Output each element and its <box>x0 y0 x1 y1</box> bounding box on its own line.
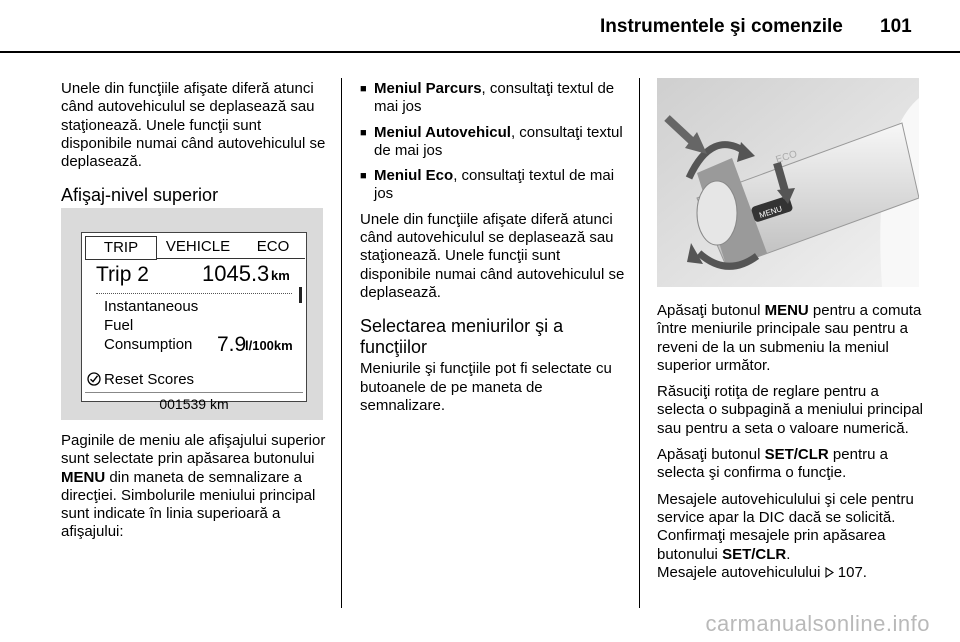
vehicle-messages-paragraph <box>657 491 925 564</box>
upper-level-display <box>81 232 307 412</box>
text-run: Mesajele autovehiculului şi cele pentru service apar la DIC dacă se solicită. Confirmaţi mesajele prin apăsarea butonului <box>657 490 914 563</box>
page-reference-arrow-icon <box>825 564 834 581</box>
odometer-separator <box>85 392 303 393</box>
column-2 <box>360 80 628 423</box>
text-run: Mesajele autovehiculului <box>657 563 825 581</box>
sub-line-instantaneous: Instantaneous <box>104 298 199 315</box>
menu-button-paragraph <box>657 302 925 375</box>
item-title: Meniul Eco <box>374 167 454 185</box>
column-3 <box>657 302 925 590</box>
vehicle-messages-reference <box>657 564 925 582</box>
check-circle-icon <box>87 372 101 390</box>
item-text: , consultaţi textul de mai jos <box>374 123 623 159</box>
item-title: Meniul Parcurs <box>374 80 482 97</box>
tab-vehicle: VEHICLE <box>165 238 231 255</box>
text-run: din maneta de semnalizare a direcţiei. Simbolurile meniului principal sunt indicate în linia superioară a afişajului: <box>61 468 316 541</box>
section-heading-select-menus: Selectarea meniurilor şi a funcţiilor <box>360 316 564 358</box>
text-run: pentru a comuta între meniurile principale sau pentru a reveni de la un submeniu la meniul superior următor. <box>657 302 922 374</box>
eco-label: ECO <box>774 148 799 166</box>
setclr-paragraph <box>657 446 925 483</box>
adjuster-wheel-paragraph: Răsuciţi rotiţa de reglare pentru a selecta o subpagină a meniului principal sau pentru a seta o valoare numerică. <box>657 383 924 437</box>
text-run: Paginile de meniu ale afişajului superior sunt selectate prin apăsarea butonului <box>61 432 326 468</box>
dotted-separator <box>96 293 292 294</box>
menu-button-ref: MENU <box>764 302 809 319</box>
display-illustration <box>61 208 323 420</box>
column-divider-1 <box>341 78 342 608</box>
column-divider-2 <box>639 78 640 608</box>
trip-name: Trip 2 <box>96 263 149 286</box>
menu-list <box>360 80 628 204</box>
page-reference-link[interactable]: 107. <box>837 563 867 581</box>
column-1 <box>61 80 329 206</box>
tab-trip: TRIP <box>85 236 157 260</box>
setclr-button-ref: SET/CLR <box>722 545 787 563</box>
odometer: 001539 km <box>159 396 229 412</box>
display-menu-tabs <box>85 236 303 258</box>
trip-unit: km <box>271 268 290 283</box>
turn-signal-stalk-photo <box>657 78 919 287</box>
list-item <box>360 167 628 204</box>
section-heading-upper-display: Afişaj-nivel superior <box>61 185 219 206</box>
fuel-unit: l/100km <box>245 338 293 353</box>
sub-line-consumption: Consumption <box>104 336 193 353</box>
intro-paragraph: Unele din funcţiile afişate diferă atunci când autovehiculul se deplasează sau staţionează. Unele funcţii sunt disponibile numai când autovehiculul se deplasează. <box>61 80 326 171</box>
list-item <box>360 80 628 117</box>
tab-underline <box>157 258 305 259</box>
fuel-value: 7.9 <box>217 333 247 356</box>
text-run: Apăsaţi butonul <box>657 446 765 464</box>
list-item <box>360 124 628 161</box>
page-number: 101 <box>880 16 912 37</box>
display-functions-paragraph: Unele din funcţiile afişate diferă atunci când autovehiculul se deplasează sau staţionează. Unele funcţii sunt disponibile numai când autovehiculul se deplasează. <box>360 210 625 301</box>
setclr-button-ref: SET/CLR <box>764 446 829 464</box>
menu-pages-paragraph <box>61 432 329 542</box>
text-run: Apăsaţi butonul <box>657 302 765 319</box>
item-text: , consultaţi textul de mai jos <box>374 80 615 116</box>
sub-line-fuel: Fuel <box>104 317 134 334</box>
item-title: Meniul Autovehicul <box>374 123 511 141</box>
tab-eco: ECO <box>256 238 290 255</box>
page-title: Instrumentele şi comenzile <box>600 16 843 37</box>
select-menus-paragraph: Meniurile şi funcţiile pot fi selectate cu butoanele de pe maneta de semnalizare. <box>360 360 612 414</box>
column-1-lower <box>61 432 329 550</box>
text-run: pentru a selecta şi confirma o funcţie. <box>657 446 888 482</box>
reset-scores-label: Reset Scores <box>104 371 195 388</box>
header-rule <box>0 51 960 53</box>
menu-button-ref: MENU <box>61 468 106 486</box>
watermark: carmanualsonline.info <box>705 611 930 636</box>
item-text: , consultaţi textul de mai jos <box>374 167 615 203</box>
menu-button-label: MENU <box>758 204 784 220</box>
trip-value: 1045.3 <box>202 261 270 286</box>
text-run: . <box>786 545 791 563</box>
scroll-indicator <box>299 287 302 303</box>
